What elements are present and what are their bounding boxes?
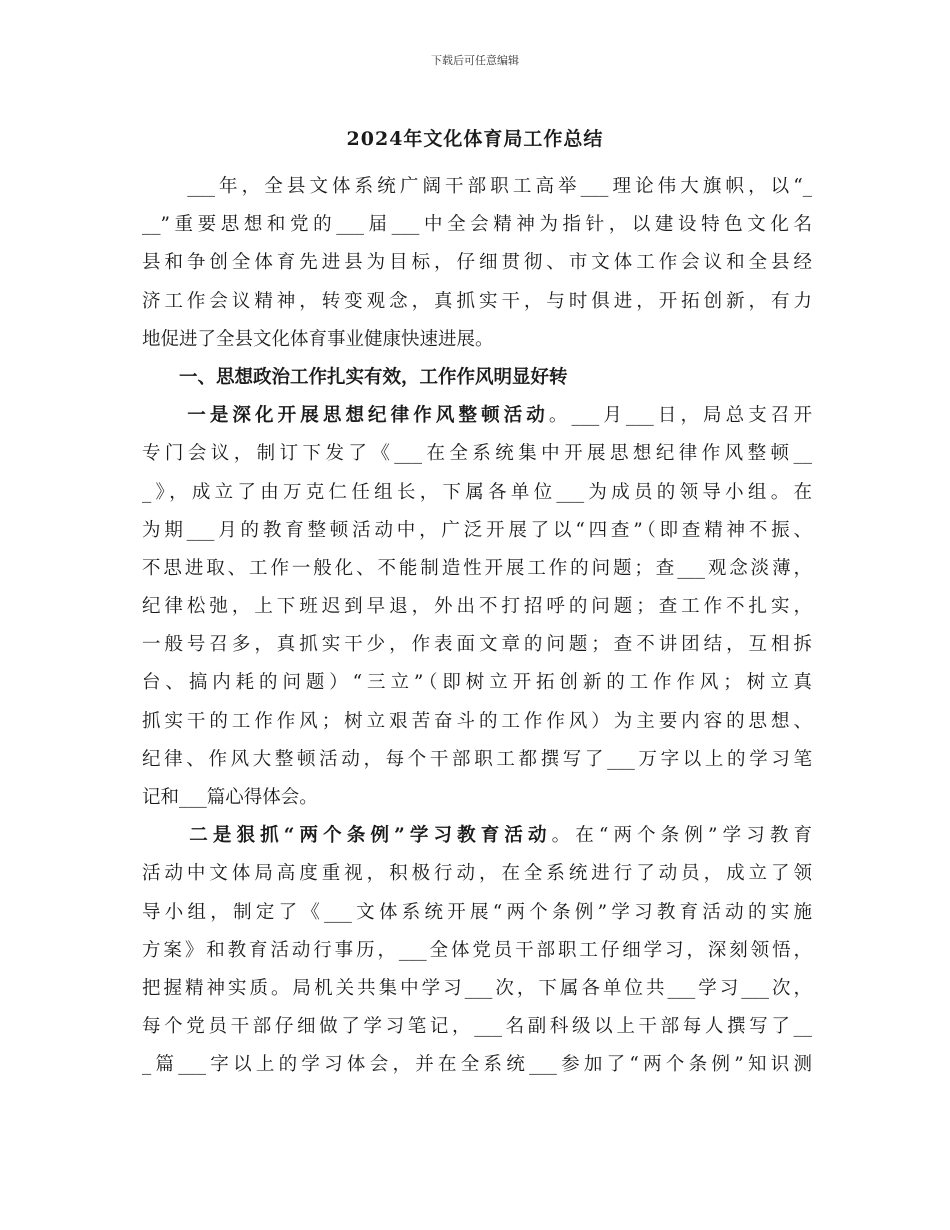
header-note: 下载后可任意编辑 bbox=[431, 54, 519, 67]
text-line bbox=[142, 817, 812, 855]
body-text: 每个党员干部仔细做了学习笔记，___名副科级以上干部每人撰写了__ bbox=[142, 1016, 812, 1038]
text-line bbox=[142, 970, 812, 1008]
body-text: 把握精神实质。局机关共集中学习___次，下属各单位共___学习___次， bbox=[142, 977, 812, 999]
text-line bbox=[142, 283, 812, 321]
body-text: 专门会议，制订下发了《___在全系统集中开展思想纪律作风整顿__ bbox=[142, 443, 812, 465]
body-text: ___年，全县文体系统广阔干部职工高举___理论伟大旗帜，以“_ bbox=[142, 176, 812, 197]
text-line bbox=[142, 206, 812, 244]
text-line bbox=[142, 741, 812, 779]
text-line bbox=[142, 359, 812, 397]
body-text: 导小组，制定了《___文体系统开展“两个条例”学习教育活动的实施 bbox=[142, 901, 812, 923]
body-text: 一般号召多，真抓实干少，作表面文章的问题；查不讲团结，互相拆 bbox=[142, 634, 812, 656]
text-line bbox=[142, 550, 812, 588]
page-title: 2024年文化体育局工作总结 bbox=[346, 128, 604, 150]
body-text: 不思进取、工作一般化、不能制造性开展工作的问题；查___观念淡薄， bbox=[142, 557, 812, 579]
body-text: __”重要思想和党的___届___中全会精神为指针，以建设特色文化名 bbox=[142, 214, 812, 236]
body-text: 记和___篇心得体会。 bbox=[142, 787, 318, 808]
text-line bbox=[142, 397, 812, 435]
document-body bbox=[142, 168, 812, 1085]
text-line bbox=[142, 512, 812, 550]
text-line bbox=[142, 321, 812, 359]
body-text: 济工作会议精神，转变观念，真抓实干，与时俱进，开拓创新，有力 bbox=[142, 290, 812, 312]
body-text: 方案》和教育活动行事历，___全体党员干部职工仔细学习，深刻领悟， bbox=[142, 939, 812, 961]
text-line bbox=[142, 168, 812, 206]
bold-heading-text: 一、思想政治工作扎实有效，工作作风明显好转 bbox=[142, 366, 568, 388]
text-line bbox=[142, 244, 812, 282]
body-text: 活动中文体局高度重视，积极行动，在全系统进行了动员，成立了领 bbox=[142, 863, 812, 885]
text-line bbox=[142, 588, 812, 626]
text-line bbox=[142, 1008, 812, 1046]
body-text: 抓实干的工作作风；树立艰苦奋斗的工作作风）为主要内容的思想、 bbox=[142, 710, 812, 732]
body-text: 纪律松弛，上下班迟到早退，外出不打招呼的问题；查工作不扎实， bbox=[142, 596, 812, 618]
text-line bbox=[142, 626, 812, 664]
text-line bbox=[142, 932, 812, 970]
text-line bbox=[142, 855, 812, 893]
body-text: 地促进了全县文化体育事业健康快速进展。 bbox=[142, 328, 494, 350]
bold-heading-text: 二是狠抓“两个条例”学习教育活动 bbox=[142, 825, 552, 847]
body-text: 纪律、作风大整顿活动，每个干部职工都撰写了___万字以上的学习笔 bbox=[142, 748, 812, 770]
body-text: 。___月___日，局总支召开 bbox=[548, 405, 812, 427]
body-text: 。在“两个条例”学习教育 bbox=[551, 825, 812, 847]
text-line bbox=[142, 894, 812, 932]
text-line bbox=[142, 664, 812, 702]
text-line bbox=[142, 1046, 812, 1084]
body-text: 县和争创全体育先进县为目标，仔细贯彻、市文体工作会议和全县经 bbox=[142, 252, 812, 274]
text-line bbox=[142, 779, 812, 817]
body-text: 为期___月的教育整顿活动中，广泛开展了以“四查”（即查精神不振、 bbox=[142, 519, 812, 541]
body-text: 台、搞内耗的问题）“三立”（即树立开拓创新的工作作风；树立真 bbox=[142, 672, 812, 694]
text-line bbox=[142, 703, 812, 741]
text-line bbox=[142, 474, 812, 512]
body-text: _》，成立了由万克仁任组长，下属各单位___为成员的领导小组。在 bbox=[142, 481, 812, 503]
bold-heading-text: 一是深化开展思想纪律作风整顿活动 bbox=[142, 405, 549, 427]
text-line bbox=[142, 435, 812, 473]
body-text: _篇___字以上的学习体会，并在全系统___参加了“两个条例”知识测 bbox=[142, 1054, 812, 1076]
